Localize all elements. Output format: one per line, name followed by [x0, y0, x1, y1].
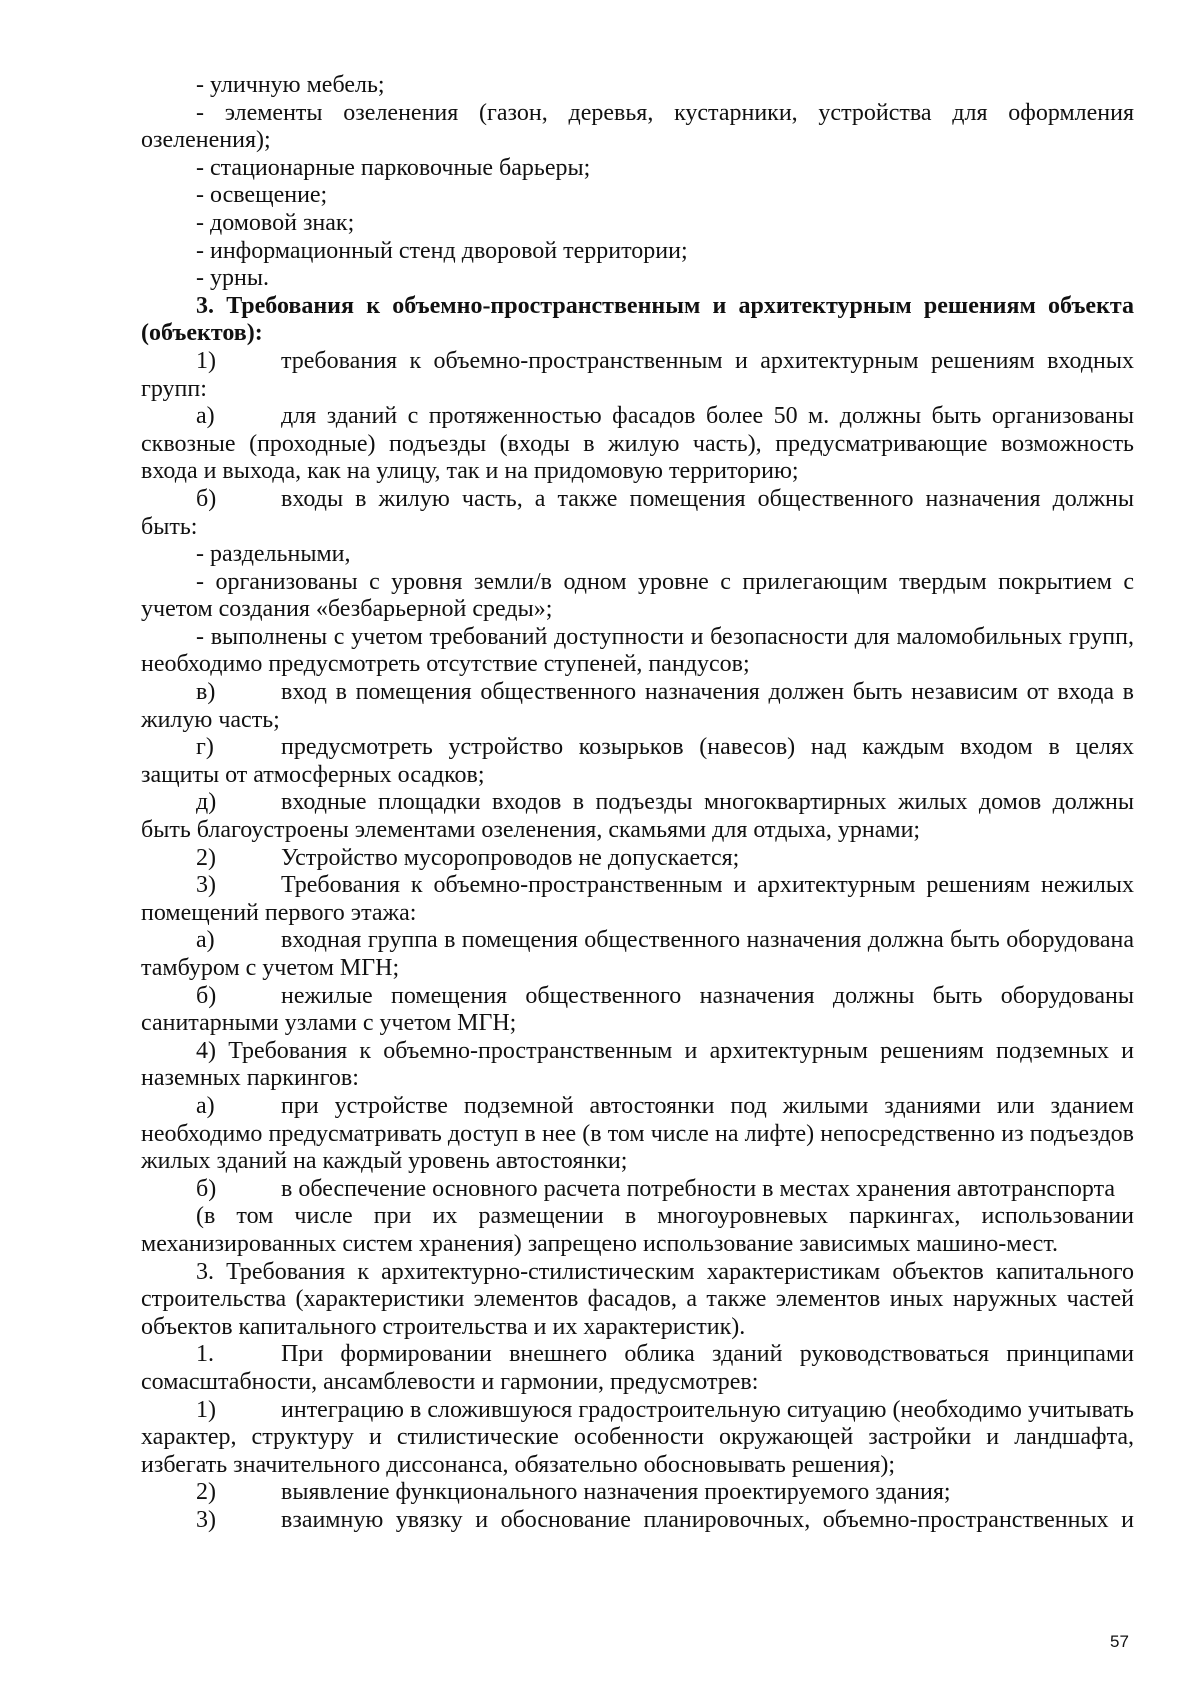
item-marker: б) — [196, 982, 217, 1009]
item-marker: 2) — [196, 1479, 216, 1506]
item-marker: 1) — [196, 347, 216, 374]
numbered-paragraph — [141, 845, 1134, 873]
list-item: - раздельными, — [196, 541, 351, 568]
numbered-paragraph — [141, 1397, 1134, 1480]
item-text: нежилые помещения общественного назначения должны быть оборудованы санитарными узлами с учетом МГН; — [141, 982, 1134, 1037]
item-marker: 3) — [196, 1506, 216, 1533]
list-item: - информационный стенд дворовой территории; — [196, 237, 688, 264]
list-item: - организованы с уровня земли/в одном уровне с прилегающим твердым покрытием с учетом создания «безбарьерной среды»; — [141, 568, 1134, 623]
item-marker: б) — [196, 485, 217, 512]
item-text: вход в помещения общественного назначения должен быть независим от входа в жилую часть; — [141, 679, 1134, 733]
item-marker: а) — [196, 1092, 215, 1119]
document-page — [141, 72, 1134, 1534]
list-item: - стационарные парковочные барьеры; — [196, 154, 591, 181]
numbered-paragraph — [141, 1507, 1134, 1535]
numbered-paragraph — [141, 927, 1134, 982]
numbered-paragraph — [141, 1093, 1134, 1176]
paragraph: (в том числе при их размещении в многоуровневых паркингах, использовании механизированных систем хранения) запрещено использование зависимых машино-мест. — [141, 1203, 1134, 1257]
paragraph: 4) Требования к объемно-пространственным и архитектурным решениям подземных и наземных паркингов: — [141, 1037, 1134, 1092]
item-text: входы в жилую часть, а также помещения общественного назначения должны быть: — [141, 485, 1134, 540]
item-text: взаимную увязку и обоснование планировочных, объемно-пространственных и — [281, 1506, 1134, 1533]
numbered-paragraph — [141, 983, 1134, 1038]
list-item: - домовой знак; — [196, 209, 355, 236]
numbered-paragraph — [141, 679, 1134, 734]
item-text: в обеспечение основного расчета потребности в местах хранения автотранспорта — [281, 1175, 1116, 1202]
numbered-paragraph — [141, 734, 1134, 789]
numbered-paragraph — [141, 872, 1134, 927]
item-text: Требования к объемно-пространственным и архитектурным решениям нежилых помещений первого этажа: — [141, 872, 1134, 926]
item-marker: 2) — [196, 844, 216, 871]
item-marker: б) — [196, 1175, 217, 1202]
item-marker: д) — [196, 789, 217, 816]
item-marker: 3) — [196, 872, 216, 899]
item-text: При формировании внешнего облика зданий руководствоваться принципами сомасштабности, ансамблевости и гармонии, предусмотрев: — [141, 1341, 1134, 1395]
item-text: входные площадки входов в подъезды многоквартирных жилых домов должны быть благоустроены элементами озеленения, скамьями для отдыха, урнами; — [141, 789, 1134, 844]
section-heading: 3. Требования к объемно-пространственным и архитектурным решениям объекта (объектов): — [141, 292, 1134, 347]
numbered-paragraph — [141, 348, 1134, 403]
page-number: 57 — [1110, 1632, 1129, 1651]
item-text: выявление функционального назначения проектируемого здания; — [281, 1479, 951, 1506]
numbered-paragraph — [141, 1341, 1134, 1396]
item-text: для зданий с протяженностью фасадов более 50 м. должны быть организованы сквозные (проходные) подъезды (входы в жилую часть), предусматривающие возможность входа и выхода, как на улицу, так и на придомовую территорию; — [141, 403, 1134, 485]
numbered-paragraph — [141, 403, 1134, 486]
list-item: - выполнены с учетом требований доступности и безопасности для маломобильных групп, необходимо предусмотреть отсутствие ступеней, пандусов; — [141, 623, 1134, 678]
item-text: предусмотреть устройство козырьков (навесов) над каждым входом в целях защиты от атмосферных осадков; — [141, 734, 1134, 788]
numbered-paragraph — [141, 486, 1134, 541]
list-item: - урны. — [196, 265, 269, 292]
numbered-paragraph — [141, 789, 1134, 844]
list-item: - уличную мебель; — [196, 72, 385, 98]
list-item: - освещение; — [196, 182, 328, 209]
item-text: интеграцию в сложившуюся градостроительную ситуацию (необходимо учитывать характер, структуру и стилистические особенности окружающей застройки и ландшафта, избегать значительного диссонанса, обязательно обосновывать решения); — [141, 1396, 1134, 1478]
item-text: требования к объемно-пространственным и архитектурным решениям входных групп: — [141, 347, 1134, 402]
item-marker: 1) — [196, 1396, 216, 1423]
item-marker: а) — [196, 403, 215, 430]
item-marker: г) — [196, 734, 214, 761]
list-item: - элементы озеленения (газон, деревья, кустарники, устройства для оформления озеленения); — [141, 99, 1134, 154]
item-marker: а) — [196, 927, 215, 954]
numbered-paragraph — [141, 1479, 1134, 1507]
item-marker: 1. — [196, 1341, 214, 1368]
item-text: при устройстве подземной автостоянки под жилыми зданиями или зданием необходимо предусматривать доступ в нее (в том числе на лифте) непосредственно из подъездов жилых зданий на каждый уровень автостоянки; — [141, 1092, 1134, 1175]
item-text: Устройство мусоропроводов не допускается; — [281, 844, 740, 871]
numbered-paragraph — [141, 1176, 1134, 1204]
item-text: входная группа в помещения общественного назначения должна быть оборудована тамбуром с учетом МГН; — [141, 927, 1134, 981]
item-marker: в) — [196, 679, 216, 706]
section-paragraph: 3. Требования к архитектурно-стилистическим характеристикам объектов капитального строительства (характеристики элементов фасадов, а также элементов иных наружных частей объектов капитального строительства и их характеристик). — [141, 1258, 1134, 1340]
